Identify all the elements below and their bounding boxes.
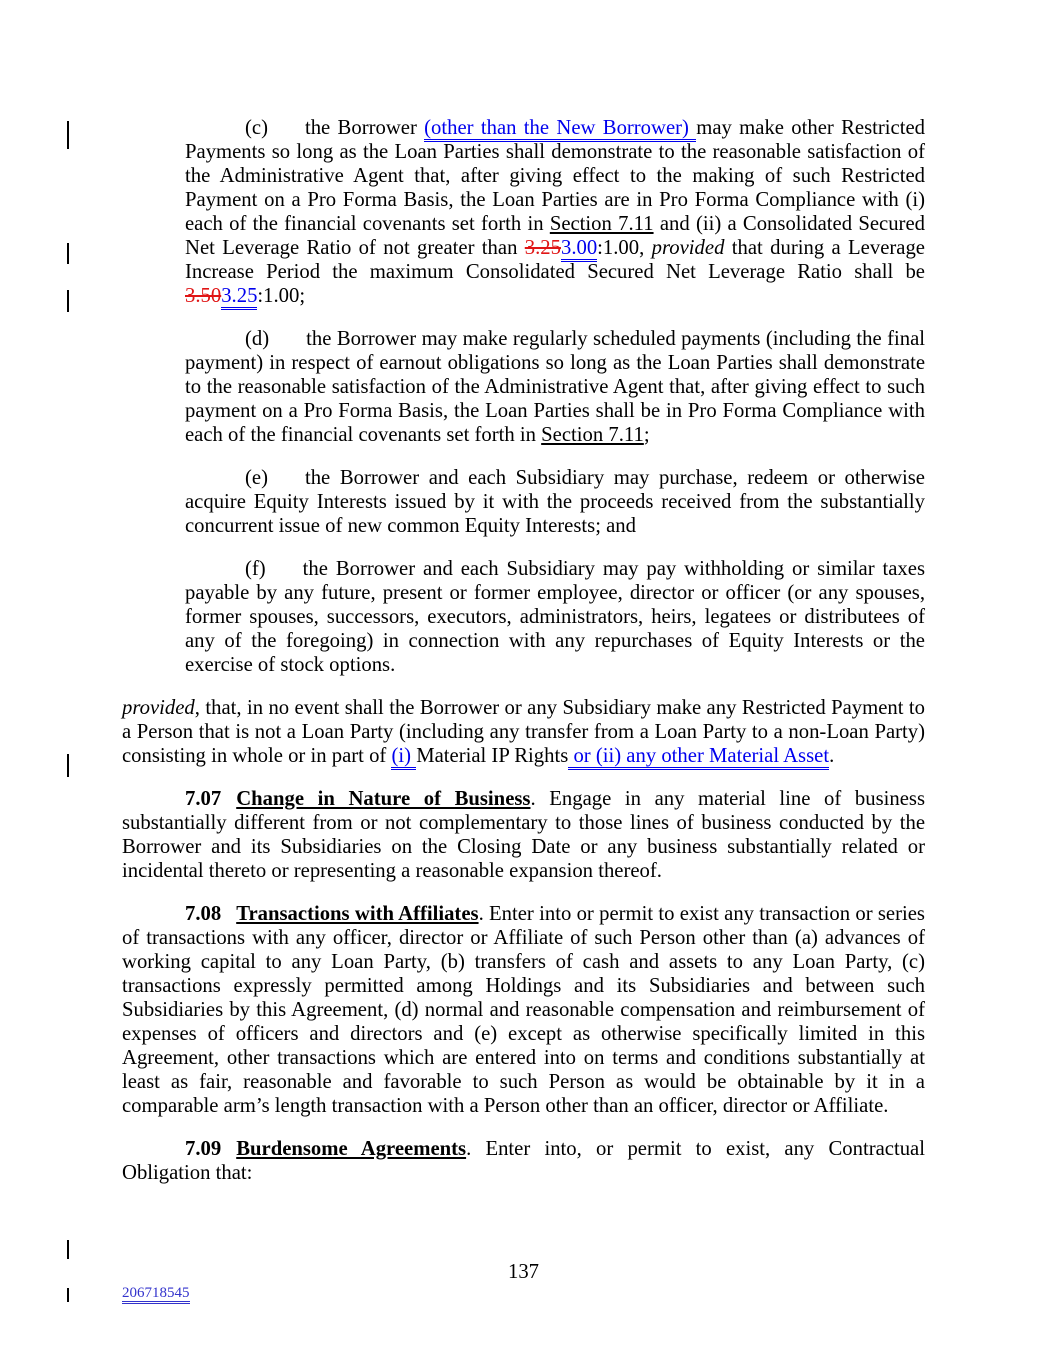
- change-bar: [67, 243, 69, 264]
- section-number: 7.07: [185, 788, 222, 810]
- section-heading: Transactions with Affiliates: [236, 903, 479, 925]
- text-run: the Borrower may make regularly scheduled payments (including the final payment) in respect of earnout obligations so long as the Loan Parties shall demonstrate to the reasonable satisfaction of the Administrative Agent that, after giving effect to such payment on a Pro Forma Basis, the Loan Parties shall be in Pro Forma Compliance with each of the financial covenants set forth in: [185, 328, 925, 446]
- change-bar: [67, 290, 69, 312]
- section-7-09: [122, 1137, 925, 1185]
- clause-e: [185, 466, 925, 538]
- text-run: . Engage in any material line of business substantially different from or not complementary to those lines of business conducted by the Borrower and its Subsidiaries on the Closing Date or any business substantially related or incidental thereto or representing a reasonable expansion thereof.: [122, 788, 925, 882]
- defined-term: provided: [651, 237, 725, 259]
- text-run: , that, in no event shall the Borrower or any Subsidiary make any Restricted Payment to a Person that is not a Loan Party (including any transfer from a Loan Party to a non-Loan Party) consisting in whole or in part of: [122, 697, 925, 767]
- text-run: . Enter into or permit to exist any transaction or series of transactions with any officer, director or Affiliate of such Person other than (a) advances of working capital to any Loan Party, (b) transfers of cash and assets to any Loan Party, (c) transactions expressly permitted among Holdings and its Subsidiaries and between such Subsidiaries by this Agreement, (d) normal and reasonable compensation and reimbursement of expenses of officers and directors and (e) except as otherwise specifically limited in this Agreement, other transactions which are entered into on terms and conditions substantially at least as fair, reasonable and favorable to such Person as would be obtainable by it in a comparable arm’s length transaction with a Person other than an officer, director or Affiliate.: [122, 903, 925, 1117]
- page-number: 137: [507, 1261, 540, 1283]
- change-bar: [67, 754, 69, 777]
- text-run: the Borrower and each Subsidiary may pay withholding or similar taxes payable by any future, present or former employee, director or officer (or any spouses, former spouses, successors, executors, administrators, heirs, legatees or distributees of any of the foregoing) in connection with any repurchases of Equity Interests or the exercise of stock options.: [185, 558, 925, 676]
- text-run: may make other Restricted Payments so long as the Loan Parties shall demonstrate to the reasonable satisfaction of the Administrative Agent that, after giving effect to the making of such Restricted Payment on a Pro Forma Basis, the Loan Parties are in Pro Forma Compliance with (i) each of the financial covenants set forth in: [185, 117, 925, 235]
- clause-label: (c): [245, 117, 268, 139]
- clause-d: [185, 327, 925, 447]
- cross-reference: Section 7.11: [549, 213, 654, 235]
- proviso-paragraph: [122, 696, 925, 768]
- text-run: the Borrower: [304, 117, 425, 139]
- change-bar: [67, 121, 69, 149]
- inserted-text: (other than the New Borrower): [424, 117, 696, 142]
- clause-f: [185, 557, 925, 677]
- section-number: 7.08: [185, 903, 222, 925]
- section-number: 7.09: [185, 1138, 222, 1160]
- change-bar: [67, 1240, 69, 1259]
- defined-term: provided: [122, 697, 195, 719]
- section-7-07: [122, 787, 925, 883]
- text-run: the Borrower and each Subsidiary may purchase, redeem or otherwise acquire Equity Interests issued by it with the proceeds received from the substantially concurrent issue of new common Equity Interests; and: [185, 467, 925, 537]
- section-7-08: [122, 902, 925, 1118]
- clause-c: [185, 116, 925, 308]
- inserted-text: 3.25: [221, 285, 257, 310]
- deleted-text: 3.50: [185, 285, 222, 307]
- clause-label: (e): [245, 467, 268, 489]
- inserted-text: 3.00: [561, 237, 597, 262]
- text-run: :1.00;: [257, 285, 306, 307]
- doc-id-stamp: 206718545: [122, 1285, 190, 1304]
- section-heading: Change in Nature of Business: [236, 788, 531, 810]
- text-run: ;: [643, 424, 650, 446]
- text-run: . Enter into, or permit to exist, any Contractual Obligation that:: [122, 1138, 925, 1184]
- document-body: [122, 116, 925, 1204]
- text-run: .: [829, 745, 835, 767]
- text-run: :1.00,: [597, 237, 652, 259]
- text-run: that during a Leverage Increase Period the maximum Consolidated Secured Net Leverage Ratio shall be: [185, 237, 925, 283]
- deleted-text: 3.25: [524, 237, 561, 259]
- clause-label: (f): [245, 558, 266, 580]
- text-run: and (ii) a Consolidated Secured Net Leverage Ratio of not greater than: [185, 213, 925, 259]
- inserted-text: or (ii) any other Material Asset: [568, 745, 829, 770]
- inserted-text: (i): [391, 745, 416, 770]
- change-bar: [67, 1288, 69, 1302]
- text-run: Material IP Rights: [416, 745, 569, 767]
- cross-reference: Section 7.11: [541, 424, 644, 446]
- section-heading: Burdensome Agreements: [236, 1138, 467, 1160]
- clause-label: (d): [245, 328, 270, 350]
